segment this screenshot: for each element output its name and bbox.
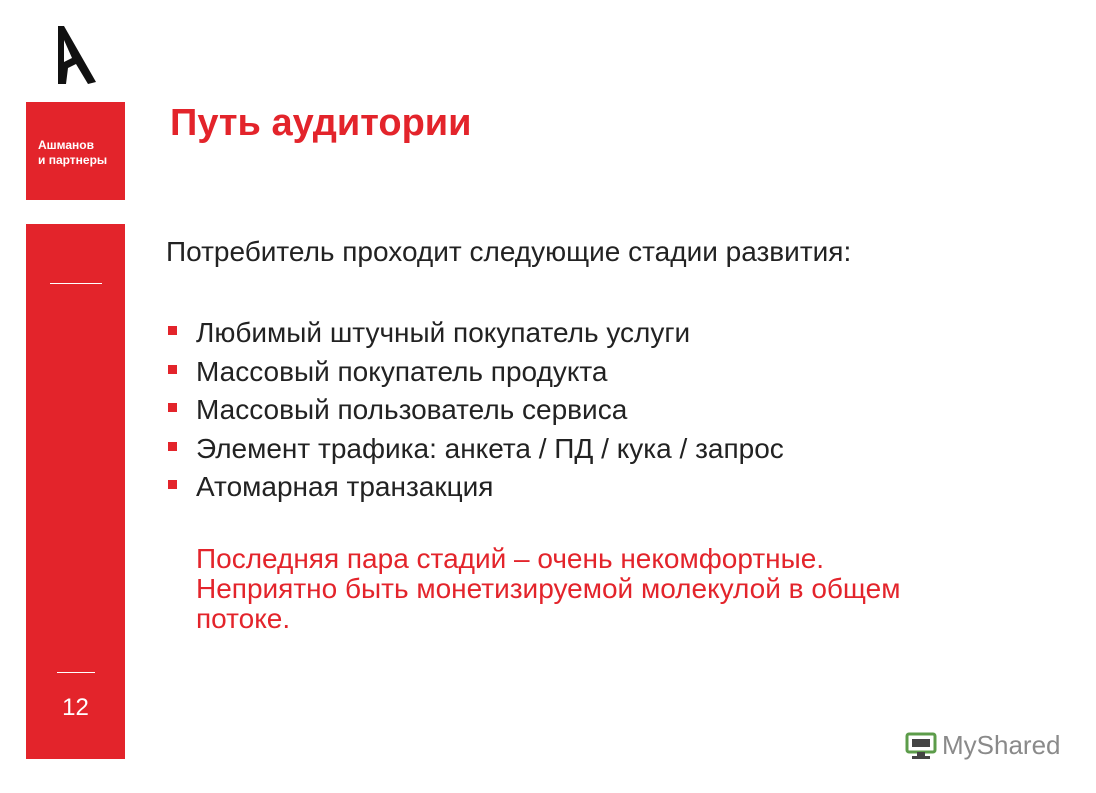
watermark[interactable] (904, 730, 1061, 761)
bullet-icon (168, 442, 177, 451)
note-line-1: Последняя пара стадий – очень некомфортные. (196, 543, 825, 574)
side-bar (26, 224, 125, 759)
note-line-3: потоке. (196, 603, 291, 634)
stage-label: Атомарная транзакция (196, 471, 494, 502)
bullet-icon (168, 403, 177, 412)
page-number: 12 (62, 694, 89, 721)
list-item (166, 430, 784, 469)
brand-line-2: и партнеры (38, 153, 108, 167)
side-divider-bottom (57, 672, 95, 673)
list-item (166, 314, 784, 353)
list-item (166, 353, 784, 392)
brand-box (26, 102, 125, 200)
arrow-a-logo-icon (52, 24, 98, 86)
side-divider-top (50, 283, 102, 284)
stage-label: Массовый пользователь сервиса (196, 394, 628, 425)
highlight-note (196, 544, 1036, 634)
stage-label: Массовый покупатель продукта (196, 355, 608, 387)
stage-label: Любимый штучный покупатель услуги (196, 317, 691, 348)
stage-label: Элемент трафика: анкета / ПД / кука / запрос (196, 432, 784, 464)
list-item (166, 391, 784, 430)
brand-line-1: Ашманов (38, 138, 95, 152)
list-item (166, 468, 784, 507)
bullet-icon (168, 326, 177, 335)
brand-name (38, 138, 107, 168)
bullet-icon (168, 365, 177, 374)
bullet-icon (168, 480, 177, 489)
myshared-logo-icon (904, 731, 938, 761)
watermark-text: MyShared (942, 730, 1061, 760)
intro-text: Потребитель проходит следующие стадии развития: (166, 236, 852, 267)
stage-list (166, 314, 784, 507)
slide-title: Путь аудитории (170, 102, 472, 144)
note-line-2: Неприятно быть монетизируемой молекулой в общем (196, 573, 901, 604)
